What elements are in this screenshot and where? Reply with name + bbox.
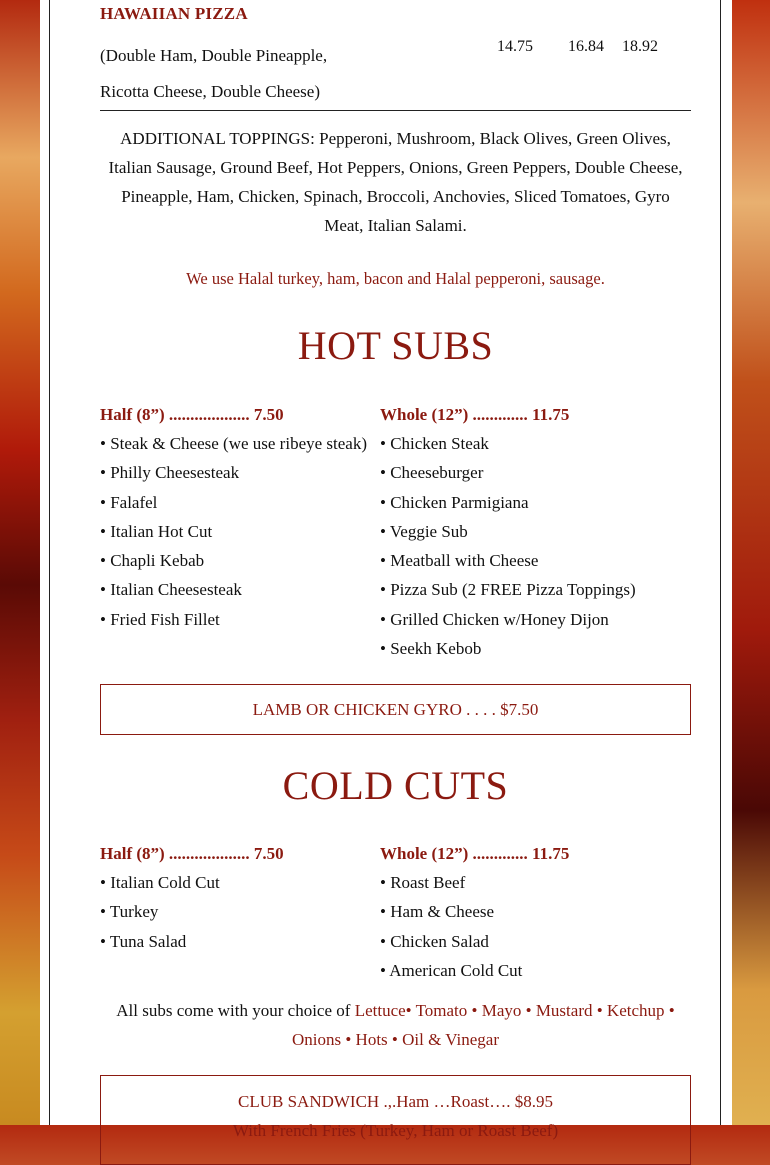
list-item: • American Cold Cut [380,960,523,980]
hot-subs-title: HOT SUBS [297,323,494,368]
list-item: • Italian Cheesesteak [100,580,242,600]
additional-toppings: ADDITIONAL TOPPINGS: Pepperoni, Mushroom, Black Olives, Green Olives, Italian Sausage, Ground Beef, Hot Peppers, Onions, Green Peppers, Double Cheese, Pineapple, Ham, Chicken, Spinach, Broccoli, Anchovies, Sliced Tomatoes, Gyro Meat, Italian Salami. [108,129,683,235]
cold-cuts-whole-header: Whole (12”) ............. 11.75 [380,844,570,863]
cold-cuts-title: COLD CUTS [282,763,509,808]
list-item: • Veggie Sub [380,521,468,541]
list-item: • Chicken Parmigiana [380,492,529,512]
club-line-1: CLUB SANDWICH .,.Ham …Roast…. $8.95 [238,1092,553,1111]
price-large: 18.92 [622,38,658,55]
list-item: • Grilled Chicken w/Honey Dijon [380,609,609,629]
cold-cuts-whole-column [380,839,660,985]
hot-subs-half-header: Half (8”) ................... 7.50 [100,405,284,424]
halal-note: We use Halal turkey, ham, bacon and Halal pepperoni, sausage. [186,269,605,288]
list-item: • Chicken Steak [380,434,489,453]
list-item: • Falafel [100,492,158,512]
list-item: • Philly Cheesesteak [100,463,240,483]
list-item: • Meatball with Cheese [380,551,539,571]
pizza-desc-line-2: Ricotta Cheese, Double Cheese) [100,82,320,101]
divider [100,110,691,111]
condiments-note [100,996,691,1054]
list-item: • Roast Beef [380,873,466,892]
right-decorative-border [732,0,770,1125]
list-item: • Seekh Kebob [380,639,482,659]
club-line-2: With French Fries (Turkey, Ham or Roast Beef) [232,1121,559,1140]
list-item: • Ham & Cheese [380,902,495,922]
list-item: • Chicken Salad [380,931,489,951]
gyro-box: LAMB OR CHICKEN GYRO . . . . $7.50 [100,684,691,735]
club-sandwich-box [100,1075,691,1165]
list-item: • Turkey [100,902,159,922]
list-item: • Cheeseburger [380,463,484,483]
condiments-list-1: Lettuce• Tomato • Mayo • Mustard • Ketchup • [354,1001,675,1020]
cold-cuts-half-header: Half (8”) ................... 7.50 [100,844,284,863]
menu-page-frame [49,0,721,1140]
cold-cuts-half-column [100,839,380,956]
hot-subs-whole-header: Whole (12”) ............. 11.75 [380,405,570,424]
list-item: • Italian Hot Cut [100,521,213,541]
list-item: • Fried Fish Fillet [100,609,220,629]
menu-page [40,0,732,1140]
list-item: • Tuna Salad [100,931,187,951]
pizza-title: HAWAIIAN PIZZA [100,4,248,23]
condiments-list-2: Onions • Hots • Oil & Vinegar [291,1030,499,1049]
price-medium: 16.84 [568,38,604,55]
price-small: 14.75 [497,38,533,55]
list-item: • Italian Cold Cut [100,873,220,892]
pizza-description [100,38,400,110]
list-item: • Chapli Kebab [100,551,205,571]
pizza-desc-line-1: (Double Ham, Double Pineapple, [100,46,328,65]
hot-subs-half-column [100,400,380,634]
list-item: • Pizza Sub (2 FREE Pizza Toppings) [380,580,636,600]
hot-subs-whole-column [380,400,660,663]
list-item: • Steak & Cheese (we use ribeye steak) [100,434,367,453]
condiments-prefix: All subs come with your choice of [116,1001,355,1020]
